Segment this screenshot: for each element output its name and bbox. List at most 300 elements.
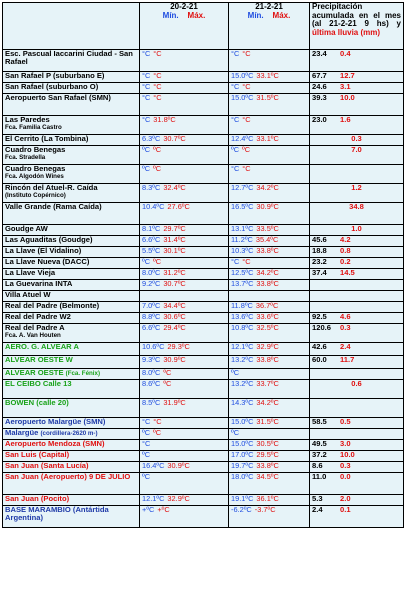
day1-date: 20-2-21 (170, 2, 198, 11)
precipitation-cell (310, 343, 404, 356)
location-name: Valle Grande (Rama Caída) (5, 202, 102, 211)
precipitation-cell (310, 369, 404, 380)
day2-max-value: 29.5ºC (256, 450, 279, 459)
location-name: San Juan (Aeropuerto) 9 DE JULIO (5, 472, 131, 481)
table-row (3, 258, 404, 269)
location-subtitle: (Fca. Fénix) (65, 370, 101, 377)
day1-min-value: 6.6ºC (142, 323, 161, 332)
last-rain-value: 12.7 (340, 71, 355, 80)
location-name: La Llave Nueva (DACC) (5, 257, 90, 266)
day2-temp-cell (229, 146, 310, 165)
precipitation-cell (310, 225, 404, 236)
location-name: La Guevarina INTA (5, 279, 73, 288)
location-name: Real del Padre W2 (5, 312, 71, 321)
day1-min-value: 8.6ºC (142, 379, 161, 388)
day2-min-value: °C (231, 115, 240, 124)
day2-temp-cell (229, 165, 310, 184)
location-name: San Luis (Capital) (5, 450, 70, 459)
location-header (3, 3, 140, 50)
day1-max-value: ºC (153, 145, 162, 154)
day2-temp-cell (229, 247, 310, 258)
day2-min-value: 11.2ºC (231, 235, 253, 244)
day1-min-value: 10.6ºC (142, 342, 165, 351)
day2-temp-cell (229, 356, 310, 369)
day2-min-value: 15.0ºC (231, 71, 254, 80)
location-cell (3, 399, 140, 418)
day2-max-value: 33.6ºC (256, 312, 279, 321)
accumulated-precip-value: 58.5 (312, 417, 327, 426)
day2-min-value: 15.0ºC (231, 417, 254, 426)
day2-min-value: 12.7ºC (231, 183, 254, 192)
day2-min-value: 12.1ºC (231, 342, 254, 351)
day1-temp-cell (140, 506, 229, 528)
day2-min-value: 13.2ºC (231, 379, 254, 388)
last-rain-value: 7.0 (351, 145, 362, 154)
table-row (3, 343, 404, 356)
day1-max-value: 31.4ºC (163, 235, 186, 244)
accumulated-precip-value: 11.0 (312, 472, 327, 481)
location-name: ALVEAR OESTE (5, 368, 64, 377)
day1-temp-cell (140, 165, 229, 184)
location-cell (3, 258, 140, 269)
day1-min-value: 10.4ºC (142, 202, 165, 211)
day1-min-value: °C (142, 439, 151, 448)
precipitation-cell (310, 50, 404, 72)
day2-temp-cell (229, 203, 310, 225)
day1-max-value: 31.9ºC (163, 398, 186, 407)
day1-min-value: ºC (142, 164, 151, 173)
table-row (3, 50, 404, 72)
accumulated-precip-value: 23.4 (312, 49, 327, 58)
day2-temp-cell (229, 313, 310, 324)
accumulated-precip-value: 5.3 (312, 494, 323, 503)
day2-max-label: Máx. (272, 10, 291, 20)
day2-max-value: 36.1ºC (256, 494, 279, 503)
day2-min-value: 16.5ºC (231, 202, 254, 211)
day2-temp-cell (229, 269, 310, 280)
day1-min-value: °C (142, 115, 151, 124)
day1-temp-cell (140, 247, 229, 258)
precipitation-cell (310, 429, 404, 440)
location-name: BASE MARAMBIO (Antártida Argentina) (5, 505, 109, 523)
day2-temp-cell (229, 236, 310, 247)
location-cell (3, 380, 140, 399)
accumulated-precip-value: 49.5 (312, 439, 327, 448)
day1-min-value: 9.2ºC (142, 279, 161, 288)
location-cell (3, 418, 140, 429)
day2-min-value: 12.5ºC (231, 268, 254, 277)
day1-max-value: 29.4ºC (163, 323, 186, 332)
day2-min-value: 14.3ºC (231, 398, 254, 407)
day1-temp-cell (140, 291, 229, 302)
day2-min-value: °C (231, 164, 240, 173)
day2-max-value: 33.1ºC (256, 71, 279, 80)
location-name: San Juan (Santa Lucía) (5, 461, 89, 470)
table-row (3, 94, 404, 116)
accumulated-precip-value: 37.4 (312, 268, 327, 277)
day1-min-value: °C (142, 49, 151, 58)
last-rain-value: 11.7 (340, 355, 355, 364)
location-name: Las Paredes (5, 115, 50, 124)
precipitation-cell (310, 356, 404, 369)
precipitation-cell (310, 440, 404, 451)
location-cell (3, 302, 140, 313)
day2-temp-cell (229, 302, 310, 313)
table-row (3, 462, 404, 473)
location-cell (3, 94, 140, 116)
day1-min-value: 8.1ºC (142, 224, 161, 233)
table-row (3, 356, 404, 369)
table-row (3, 236, 404, 247)
table-row (3, 184, 404, 203)
day1-max-value: 30.7ºC (163, 279, 186, 288)
last-rain-value: 2.0 (340, 494, 351, 503)
last-rain-value: 0.5 (340, 417, 351, 426)
day2-min-value: 19.1ºC (231, 494, 254, 503)
day2-temp-cell (229, 225, 310, 236)
day2-max-value: ºC (242, 145, 251, 154)
location-name: La Llave Vieja (5, 268, 56, 277)
precipitation-cell (310, 83, 404, 94)
day2-min-value: ºC (231, 368, 240, 377)
precipitation-cell (310, 302, 404, 313)
location-name: Esc. Pascual Iaccarini Ciudad - San Rafael (5, 49, 133, 67)
day1-temp-cell (140, 50, 229, 72)
table-row (3, 473, 404, 495)
location-name: Cuadro Benegas (5, 145, 66, 154)
day1-temp-cell (140, 184, 229, 203)
day1-temp-cell (140, 418, 229, 429)
location-cell (3, 247, 140, 258)
day1-temp-cell (140, 380, 229, 399)
accumulated-precip-value: 60.0 (312, 355, 327, 364)
location-cell (3, 225, 140, 236)
location-name: Villa Atuel W (5, 290, 51, 299)
day1-temp-cell (140, 116, 229, 135)
day2-temp-cell (229, 473, 310, 495)
precipitation-cell (310, 94, 404, 116)
precipitation-cell (310, 146, 404, 165)
day1-temp-cell (140, 94, 229, 116)
location-cell (3, 343, 140, 356)
day2-max-value: 35.4ºC (255, 235, 279, 244)
day1-max-value: 29.7ºC (163, 224, 186, 233)
table-row (3, 369, 404, 380)
location-subtitle: Fca. Familia Castro (5, 124, 62, 132)
day1-max-value: 32.9ºC (167, 494, 190, 503)
day2-min-value: 12.4ºC (231, 134, 254, 143)
location-cell (3, 495, 140, 506)
last-rain-value: 10.0 (340, 450, 355, 459)
day2-max-value: 34.2ºC (256, 398, 279, 407)
location-subtitle: Fca. Algodón Wines (5, 173, 64, 181)
location-cell (3, 429, 140, 440)
day1-max-value: 31.2ºC (163, 268, 186, 277)
accumulated-precip-value: 18.8 (312, 246, 327, 255)
day2-max-value: 32.9ºC (256, 342, 279, 351)
day2-temp-cell (229, 258, 310, 269)
location-name: Rincón del Atuel-R. Caída (5, 183, 98, 192)
day1-min-value: 9.3ºC (142, 355, 161, 364)
location-cell (3, 50, 140, 72)
table-row (3, 116, 404, 135)
precipitation-cell (310, 495, 404, 506)
location-cell (3, 440, 140, 451)
accumulated-precip-value: 92.5 (312, 312, 327, 321)
day1-max-value: +ºC (157, 505, 170, 514)
day1-max-value: 30.9ºC (167, 461, 190, 470)
table-row (3, 495, 404, 506)
location-subtitle: Fca. Stradella (5, 154, 46, 162)
day2-temp-cell (229, 94, 310, 116)
day1-min-value: 8.0ºC (142, 368, 161, 377)
location-name: Aeropuerto San Rafael (SMN) (5, 93, 111, 102)
day2-temp-cell (229, 50, 310, 72)
day1-min-value: 6.3ºC (142, 134, 161, 143)
last-rain-value: 0.8 (340, 246, 351, 255)
day1-min-value: °C (142, 417, 151, 426)
precipitation-header-red: última lluvia (mm) (312, 27, 381, 37)
day2-temp-cell (229, 418, 310, 429)
table-row (3, 146, 404, 165)
day1-temp-cell (140, 356, 229, 369)
day2-min-value: ºC (231, 145, 240, 154)
day1-min-value: °C (142, 71, 151, 80)
precipitation-cell (310, 280, 404, 291)
day2-temp-cell (229, 399, 310, 418)
day1-max-value: 31.8ºC (153, 115, 176, 124)
day2-temp-cell (229, 440, 310, 451)
day2-min-value: ºC (231, 428, 240, 437)
day1-min-value: 8.0ºC (142, 268, 161, 277)
day2-temp-cell (229, 184, 310, 203)
day2-temp-cell (229, 280, 310, 291)
day2-temp-cell (229, 116, 310, 135)
day1-min-value: +ºC (142, 505, 155, 514)
day2-temp-cell (229, 343, 310, 356)
accumulated-precip-value: 23.2 (312, 257, 327, 266)
location-cell (3, 72, 140, 83)
table-header-row (3, 3, 404, 50)
day2-temp-cell (229, 72, 310, 83)
last-rain-value: 0.2 (340, 257, 351, 266)
precipitation-cell (310, 247, 404, 258)
day2-min-value: 10.8ºC (231, 323, 254, 332)
precipitation-cell (310, 418, 404, 429)
table-row (3, 399, 404, 418)
location-cell (3, 83, 140, 94)
day1-temp-cell (140, 225, 229, 236)
location-cell (3, 165, 140, 184)
table-row (3, 83, 404, 94)
location-name: San Juan (Pocito) (5, 494, 70, 503)
day1-min-label: Mín. (162, 10, 179, 20)
precipitation-cell (310, 313, 404, 324)
day1-temp-cell (140, 135, 229, 146)
day2-temp-cell (229, 506, 310, 528)
last-rain-value: 0.4 (340, 49, 351, 58)
last-rain-value: 1.0 (351, 224, 362, 233)
day1-min-value: 5.5ºC (142, 246, 161, 255)
location-subtitle: Fca. A. Van Houten (5, 332, 61, 340)
day2-max-value: 34.2ºC (256, 268, 279, 277)
day1-temp-cell (140, 473, 229, 495)
last-rain-value: 3.1 (340, 82, 351, 91)
weather-table (2, 2, 404, 528)
last-rain-value: 1.2 (351, 183, 362, 192)
precipitation-cell (310, 291, 404, 302)
precipitation-cell (310, 236, 404, 247)
location-cell (3, 313, 140, 324)
day2-min-label: Mín. (247, 10, 264, 20)
last-rain-value: 34.8 (349, 202, 364, 211)
day2-temp-cell (229, 462, 310, 473)
day1-temp-cell (140, 258, 229, 269)
day2-max-value: °C (242, 164, 251, 173)
location-subtitle: (Instituto Copérnico) (5, 192, 66, 200)
table-row (3, 380, 404, 399)
day1-max-value: 30.1ºC (163, 246, 186, 255)
day1-max-value: 30.7ºC (163, 134, 186, 143)
location-cell (3, 473, 140, 495)
day2-temp-cell (229, 135, 310, 146)
day2-min-value: 13.6ºC (231, 312, 254, 321)
location-name: San Rafael (suburbano O) (5, 82, 99, 91)
precipitation-cell (310, 258, 404, 269)
location-cell (3, 269, 140, 280)
day2-min-value: 13.2ºC (231, 355, 254, 364)
day2-min-value: °C (231, 82, 240, 91)
day1-min-value: ºC (142, 472, 151, 481)
table-row (3, 203, 404, 225)
day2-max-value: 34.2ºC (256, 183, 279, 192)
day1-min-value: °C (142, 82, 151, 91)
day2-max-value: °C (242, 257, 251, 266)
day1-max-value: 30.9ºC (163, 355, 186, 364)
accumulated-precip-value: 8.6 (312, 461, 323, 470)
location-name: La Llave (El Vidalino) (5, 246, 82, 255)
day1-max-value: 27.6ºC (167, 202, 190, 211)
precipitation-cell (310, 203, 404, 225)
last-rain-value: 2.4 (340, 342, 351, 351)
day2-temp-cell (229, 495, 310, 506)
location-cell (3, 324, 140, 343)
accumulated-precip-value: 39.3 (312, 93, 327, 102)
day2-max-value: 36.7ºC (255, 301, 279, 310)
last-rain-value: 0.3 (340, 461, 351, 470)
day1-temp-cell (140, 83, 229, 94)
day1-max-value: ºC (163, 379, 172, 388)
last-rain-value: 0.3 (340, 323, 351, 332)
precipitation-cell (310, 324, 404, 343)
day2-min-value: 15.0ºC (231, 93, 254, 102)
weather-report (2, 2, 405, 576)
last-rain-value: 0.1 (340, 505, 351, 514)
table-row (3, 291, 404, 302)
precipitation-cell (310, 506, 404, 528)
precipitation-header (310, 3, 404, 50)
table-row (3, 72, 404, 83)
accumulated-precip-value: 23.0 (312, 115, 327, 124)
location-name: Goudge AW (5, 224, 48, 233)
last-rain-value: 4.2 (340, 235, 351, 244)
day2-temp-cell (229, 83, 310, 94)
location-cell (3, 116, 140, 135)
location-name: EL CEIBO Calle 13 (5, 379, 72, 388)
location-name: El Cerrito (La Tombina) (5, 134, 89, 143)
day2-min-value: 13.1ºC (231, 224, 254, 233)
accumulated-precip-value: 24.6 (312, 82, 327, 91)
day2-max-value: 30.9ºC (256, 202, 279, 211)
day1-min-value: ºC (142, 145, 151, 154)
last-rain-value: 1.6 (340, 115, 351, 124)
day1-temp-cell (140, 429, 229, 440)
location-name: Real del Padre (Belmonte) (5, 301, 100, 310)
table-row (3, 225, 404, 236)
day2-temp-cell (229, 324, 310, 343)
precipitation-cell (310, 165, 404, 184)
day1-max-value: ºC (163, 368, 172, 377)
day2-temp-cell (229, 380, 310, 399)
day2-min-value: 19.7ºC (231, 461, 254, 470)
day2-max-value: °C (242, 115, 251, 124)
day1-temp-cell (140, 302, 229, 313)
precipitation-header-text: Precipitación acumulada en el mes (al 21-2-21 9 hs) y (312, 2, 401, 29)
day1-min-value: 12.1ºC (142, 494, 165, 503)
day1-temp-cell (140, 280, 229, 291)
precipitation-cell (310, 462, 404, 473)
precipitation-cell (310, 116, 404, 135)
day1-max-value: 29.3ºC (167, 342, 190, 351)
location-subtitle: (cordillera-2620 m-) (40, 430, 98, 437)
location-name: BOWEN (calle 20) (5, 398, 69, 407)
precipitation-cell (310, 451, 404, 462)
day1-temp-cell (140, 72, 229, 83)
day2-min-value: 17.0ºC (231, 450, 254, 459)
last-rain-value: 0.3 (351, 134, 362, 143)
day2-temp-cell (229, 429, 310, 440)
day2-max-value: 33.8ºC (256, 279, 279, 288)
accumulated-precip-value: 42.6 (312, 342, 327, 351)
day2-min-value: 11.8ºC (231, 301, 253, 310)
day2-min-value: -6.2ºC (231, 505, 252, 514)
day1-max-value: 32.4ºC (163, 183, 186, 192)
day2-min-value: 15.0ºC (231, 439, 254, 448)
day1-max-value: ºC (153, 428, 162, 437)
day2-max-value: 33.5ºC (256, 224, 279, 233)
precipitation-cell (310, 399, 404, 418)
day1-max-value: °C (153, 82, 162, 91)
last-rain-value: 0.6 (351, 379, 362, 388)
day1-max-value: 34.4ºC (163, 301, 186, 310)
table-row (3, 324, 404, 343)
day1-max-value: °C (153, 93, 162, 102)
day1-temp-cell (140, 203, 229, 225)
last-rain-value: 10.0 (340, 93, 355, 102)
location-name: Aeropuerto Malargüe (SMN) (5, 417, 106, 426)
table-row (3, 506, 404, 528)
day1-min-value: 16.4ºC (142, 461, 165, 470)
day1-min-value: ºC (142, 450, 151, 459)
location-name: Cuadro Benegas (5, 164, 66, 173)
location-name: ALVEAR OESTE W (5, 355, 73, 364)
precipitation-cell (310, 135, 404, 146)
precipitation-cell (310, 184, 404, 203)
table-row (3, 280, 404, 291)
location-name: AERO. G. ALVEAR A (5, 342, 79, 351)
table-row (3, 440, 404, 451)
day2-temp-cell (229, 291, 310, 302)
